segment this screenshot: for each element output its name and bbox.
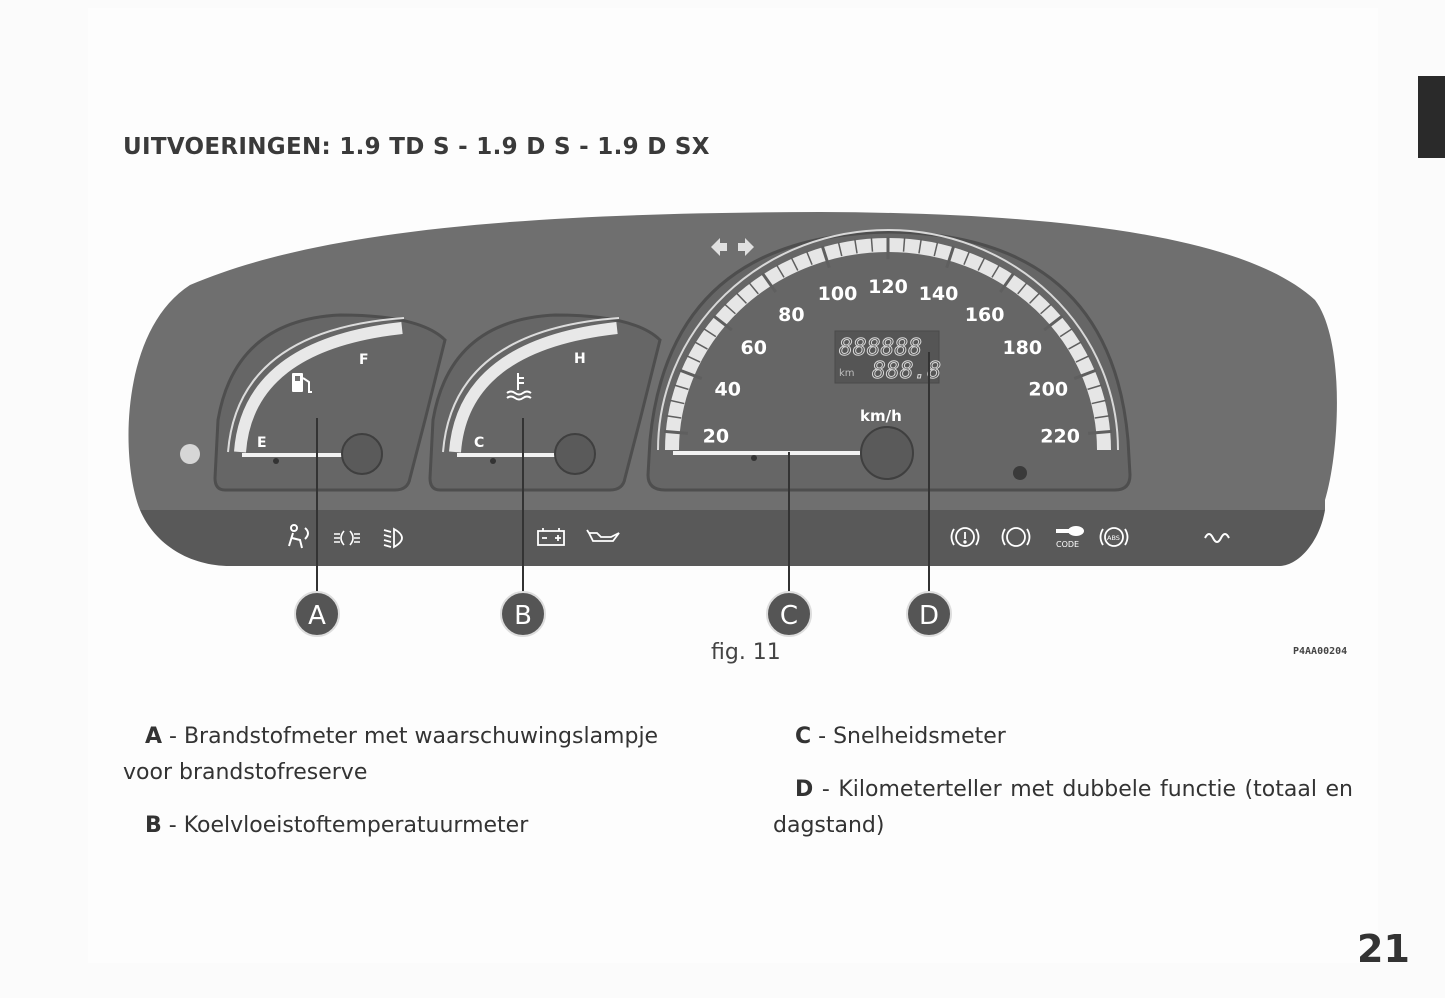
speed-label-220: 220 xyxy=(1040,425,1080,448)
speed-label-180: 180 xyxy=(1002,336,1043,359)
speed-label-140: 140 xyxy=(918,283,959,306)
abs-label: ABS xyxy=(1107,534,1120,542)
odometer-unit: km xyxy=(839,368,855,379)
legend-text-c: Snelheidsmeter xyxy=(833,724,1006,749)
legend-key-c: C xyxy=(795,724,812,749)
temp-cold-label: C xyxy=(474,435,485,451)
temp-hot-label: H xyxy=(574,351,586,367)
svg-text:C: C xyxy=(779,601,799,631)
svg-text:A: A xyxy=(308,601,326,631)
speed-label-20: 20 xyxy=(702,425,730,448)
speed-label-60: 60 xyxy=(740,336,767,359)
speed-label-160: 160 xyxy=(964,304,1005,327)
speed-major-tick xyxy=(664,431,688,433)
speed-label-80: 80 xyxy=(778,304,805,327)
figure-caption: fig. 11 xyxy=(711,640,781,665)
svg-text:B: B xyxy=(514,601,532,631)
legend-key-d: D xyxy=(795,777,814,802)
speed-label-200: 200 xyxy=(1028,378,1069,401)
svg-text:D: D xyxy=(918,601,940,631)
speed-unit-label: km/h xyxy=(860,407,902,425)
page-heading: UITVOERINGEN: 1.9 TD S - 1.9 D S - 1.9 D SX xyxy=(123,134,710,160)
odometer-trip: 888.8 xyxy=(872,358,942,384)
speed-label-120: 120 xyxy=(868,276,908,298)
legend-text-a: Brandstofmeter met waarschuwingslampje voor brandstofreserve xyxy=(123,724,659,785)
legend-item-c: C - Snelheidsmeter xyxy=(795,724,1006,749)
speed-label-100: 100 xyxy=(817,283,858,306)
legend-text-d: Kilometerteller met dubbele functie (totaal en dagstand) xyxy=(773,777,1353,838)
page-number: 21 xyxy=(1357,927,1410,971)
odometer-total: 888888 xyxy=(839,335,923,361)
callout-c xyxy=(767,592,811,636)
temperature-gauge-hub xyxy=(555,434,595,474)
fuel-gauge-hub xyxy=(342,434,382,474)
legend-item-d: D - Kilometerteller met dubbele functie (totaal en dagstand) xyxy=(773,777,1353,838)
speedometer-hub xyxy=(861,427,913,479)
legend-item-b: B - Koelvloeistoftemperatuurmeter xyxy=(145,813,529,838)
fuel-full-label: F xyxy=(359,352,369,368)
callout-a xyxy=(295,592,339,636)
callout-b xyxy=(501,592,545,636)
legend-key-b: B xyxy=(145,813,162,838)
trip-reset-button xyxy=(180,444,200,464)
figure-image-code: P4AA00204 xyxy=(1293,646,1348,657)
speed-label-40: 40 xyxy=(714,378,742,401)
legend-text-b: Koelvloeistoftemperatuurmeter xyxy=(183,813,529,838)
legend-key-a: A xyxy=(145,724,163,749)
speed-major-tick xyxy=(1088,431,1112,433)
callout-d xyxy=(907,592,951,636)
code-label: CODE xyxy=(1056,540,1080,549)
fuel-empty-label: E xyxy=(257,435,267,451)
legend-item-a: A - Brandstofmeter met waarschuwingslampje voor brandstofreserve xyxy=(123,724,659,785)
